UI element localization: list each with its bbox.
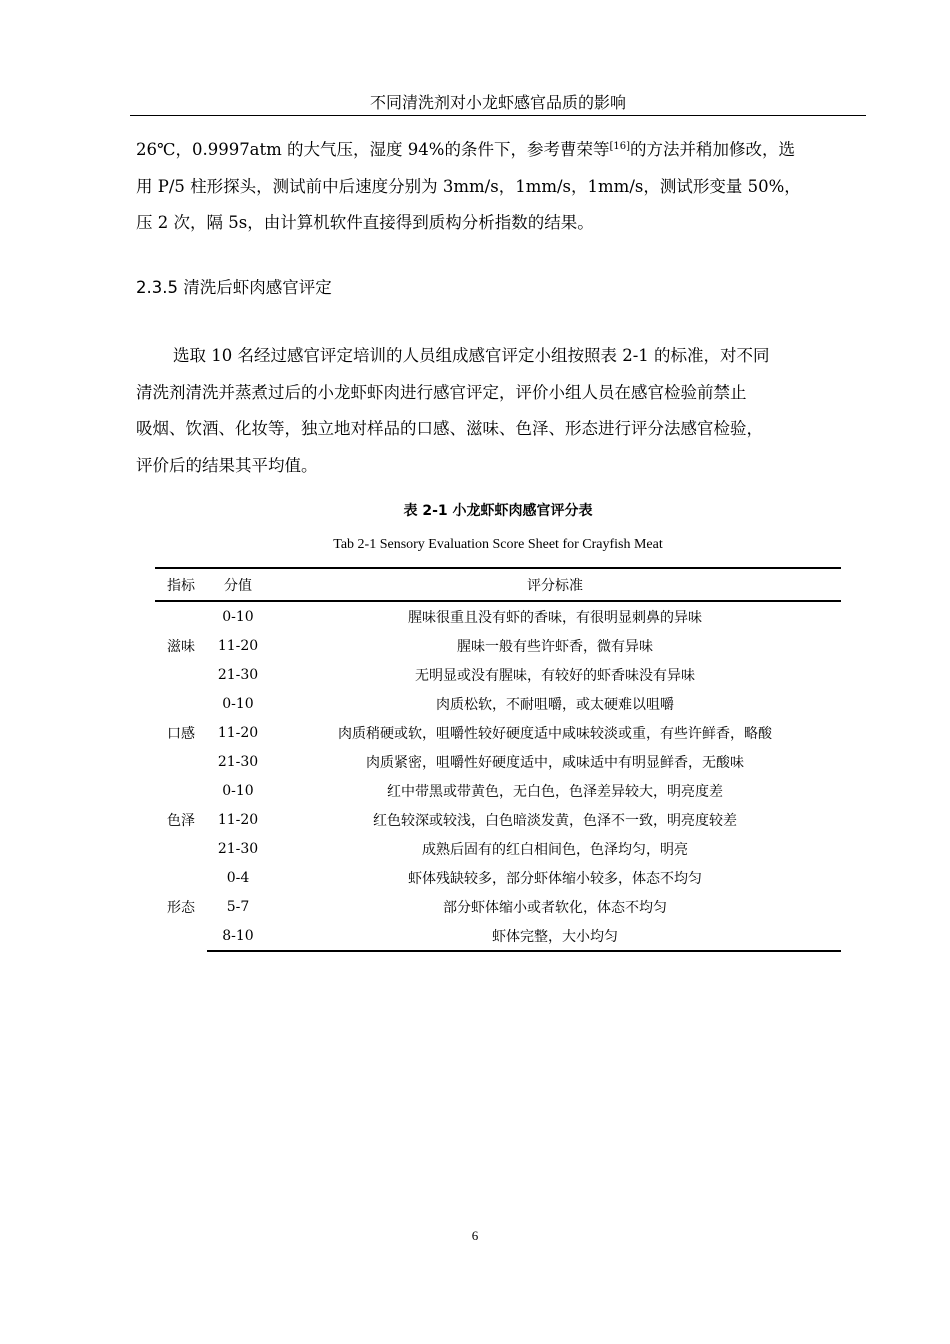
criteria-cell: 部分虾体缩小或者软化，体态不均匀 <box>443 899 667 916</box>
criteria-cell: 肉质稍硬或软，咀嚼性较好硬度适中咸味较淡或重，有些许鲜香，略酸 <box>338 725 772 742</box>
paragraph-method <box>136 132 866 242</box>
table-caption-en: Tab 2-1 Sensory Evaluation Score Sheet for Crayfish Meat <box>333 537 663 552</box>
criteria-cell: 虾体残缺较多，部分虾体缩小较多，体态不均匀 <box>408 870 702 887</box>
score-cell: 11-20 <box>217 637 259 654</box>
table-row <box>155 601 841 631</box>
table-body <box>155 601 841 951</box>
citation-ref: [16] <box>609 141 630 152</box>
indicator-cell: 口感 <box>167 725 195 742</box>
criteria-cell: 肉质紧密，咀嚼性好硬度适中，咸味适中有明显鲜香，无酸味 <box>366 754 744 771</box>
criteria-cell: 红中带黑或带黄色，无白色，色泽差异较大，明亮度差 <box>387 783 723 800</box>
criteria-cell: 肉质松软，不耐咀嚼，或太硬难以咀嚼 <box>436 696 674 713</box>
paragraph-line: 用 P/5 柱形探头，测试前中后速度分别为 3mm/s，1mm/s，1mm/s，测试形变量 50%， <box>136 176 801 196</box>
header-criteria: 评分标准 <box>269 568 841 601</box>
score-cell: 21-30 <box>217 840 259 857</box>
running-header: 不同清洗剂对小龙虾感官品质的影响 <box>369 93 626 112</box>
criteria-cell: 虾体完整，大小均匀 <box>269 921 841 951</box>
score-cell: 21-30 <box>217 753 259 770</box>
score-cell: 0-10 <box>222 695 254 712</box>
score-table <box>155 567 841 952</box>
table-row <box>155 718 841 747</box>
score-cell: 11-20 <box>217 724 259 741</box>
score-cell: 5-7 <box>226 898 250 915</box>
indicator-cell: 色泽 <box>167 812 195 829</box>
section-heading: 2.3.5 清洗后虾肉感官评定 <box>136 278 332 297</box>
table-row <box>155 776 841 805</box>
indicator-cell: 形态 <box>167 900 195 916</box>
paragraph-line: 清洗剂清洗并蒸煮过后的小龙虾虾肉进行感官评定，评价小组人员在感官检验前禁止 <box>136 382 747 402</box>
table-row <box>155 834 841 863</box>
score-cell: 0-10 <box>222 608 254 625</box>
table-caption-cn: 表 2-1 小龙虾虾肉感官评分表 <box>403 503 593 519</box>
header-indicator: 指标 <box>155 568 207 601</box>
text-span: 26℃，0.9997atm 的大气压，湿度 94%的条件下，参考曹荣等 <box>136 140 610 159</box>
text-span: 的方法并稍加修改，选 <box>630 140 795 159</box>
table-row <box>155 921 841 951</box>
criteria-cell: 无明显或没有腥味，有较好的虾香味没有异味 <box>415 667 695 684</box>
indicator-cell: 滋味 <box>167 638 195 655</box>
paragraph-line: 压 2 次，隔 5s，由计算机软件直接得到质构分析指数的结果。 <box>136 213 594 232</box>
table-header-row <box>155 568 841 601</box>
criteria-cell: 腥味一般有些许虾香，微有异味 <box>457 638 653 655</box>
criteria-cell: 红色较深或较浅，白色暗淡发黄，色泽不一致，明亮度较差 <box>373 812 737 829</box>
score-cell: 8-10 <box>207 921 269 951</box>
criteria-cell: 成熟后固有的红白相间色，色泽均匀，明亮 <box>422 841 688 858</box>
table-row <box>155 863 841 892</box>
score-cell: 21-30 <box>217 666 259 683</box>
paragraph-line <box>136 132 866 169</box>
table-row <box>155 689 841 718</box>
paragraph-sensory <box>136 338 866 484</box>
table-row <box>155 805 841 834</box>
paragraph-line: 评价后的结果其平均值。 <box>136 455 318 475</box>
score-cell: 11-20 <box>217 811 259 828</box>
header-rule <box>130 115 866 116</box>
paragraph-line: 选取 10 名经过感官评定培训的人员组成感官评定小组按照表 2-1 的标准，对不同 <box>173 346 770 365</box>
score-cell: 0-4 <box>226 869 250 886</box>
table-row <box>155 631 841 660</box>
page-number: 6 <box>471 1228 479 1243</box>
score-cell: 0-10 <box>222 782 254 799</box>
paragraph-line: 吸烟、饮酒、化妆等，独立地对样品的口感、滋味、色泽、形态进行评分法感官检验， <box>136 419 763 438</box>
table-row <box>155 660 841 689</box>
table-row <box>155 892 841 921</box>
header-score: 分值 <box>207 568 269 601</box>
table-row <box>155 747 841 776</box>
criteria-cell: 腥味很重且没有虾的香味，有很明显刺鼻的异味 <box>408 609 702 626</box>
score-table-wrapper <box>155 567 841 952</box>
